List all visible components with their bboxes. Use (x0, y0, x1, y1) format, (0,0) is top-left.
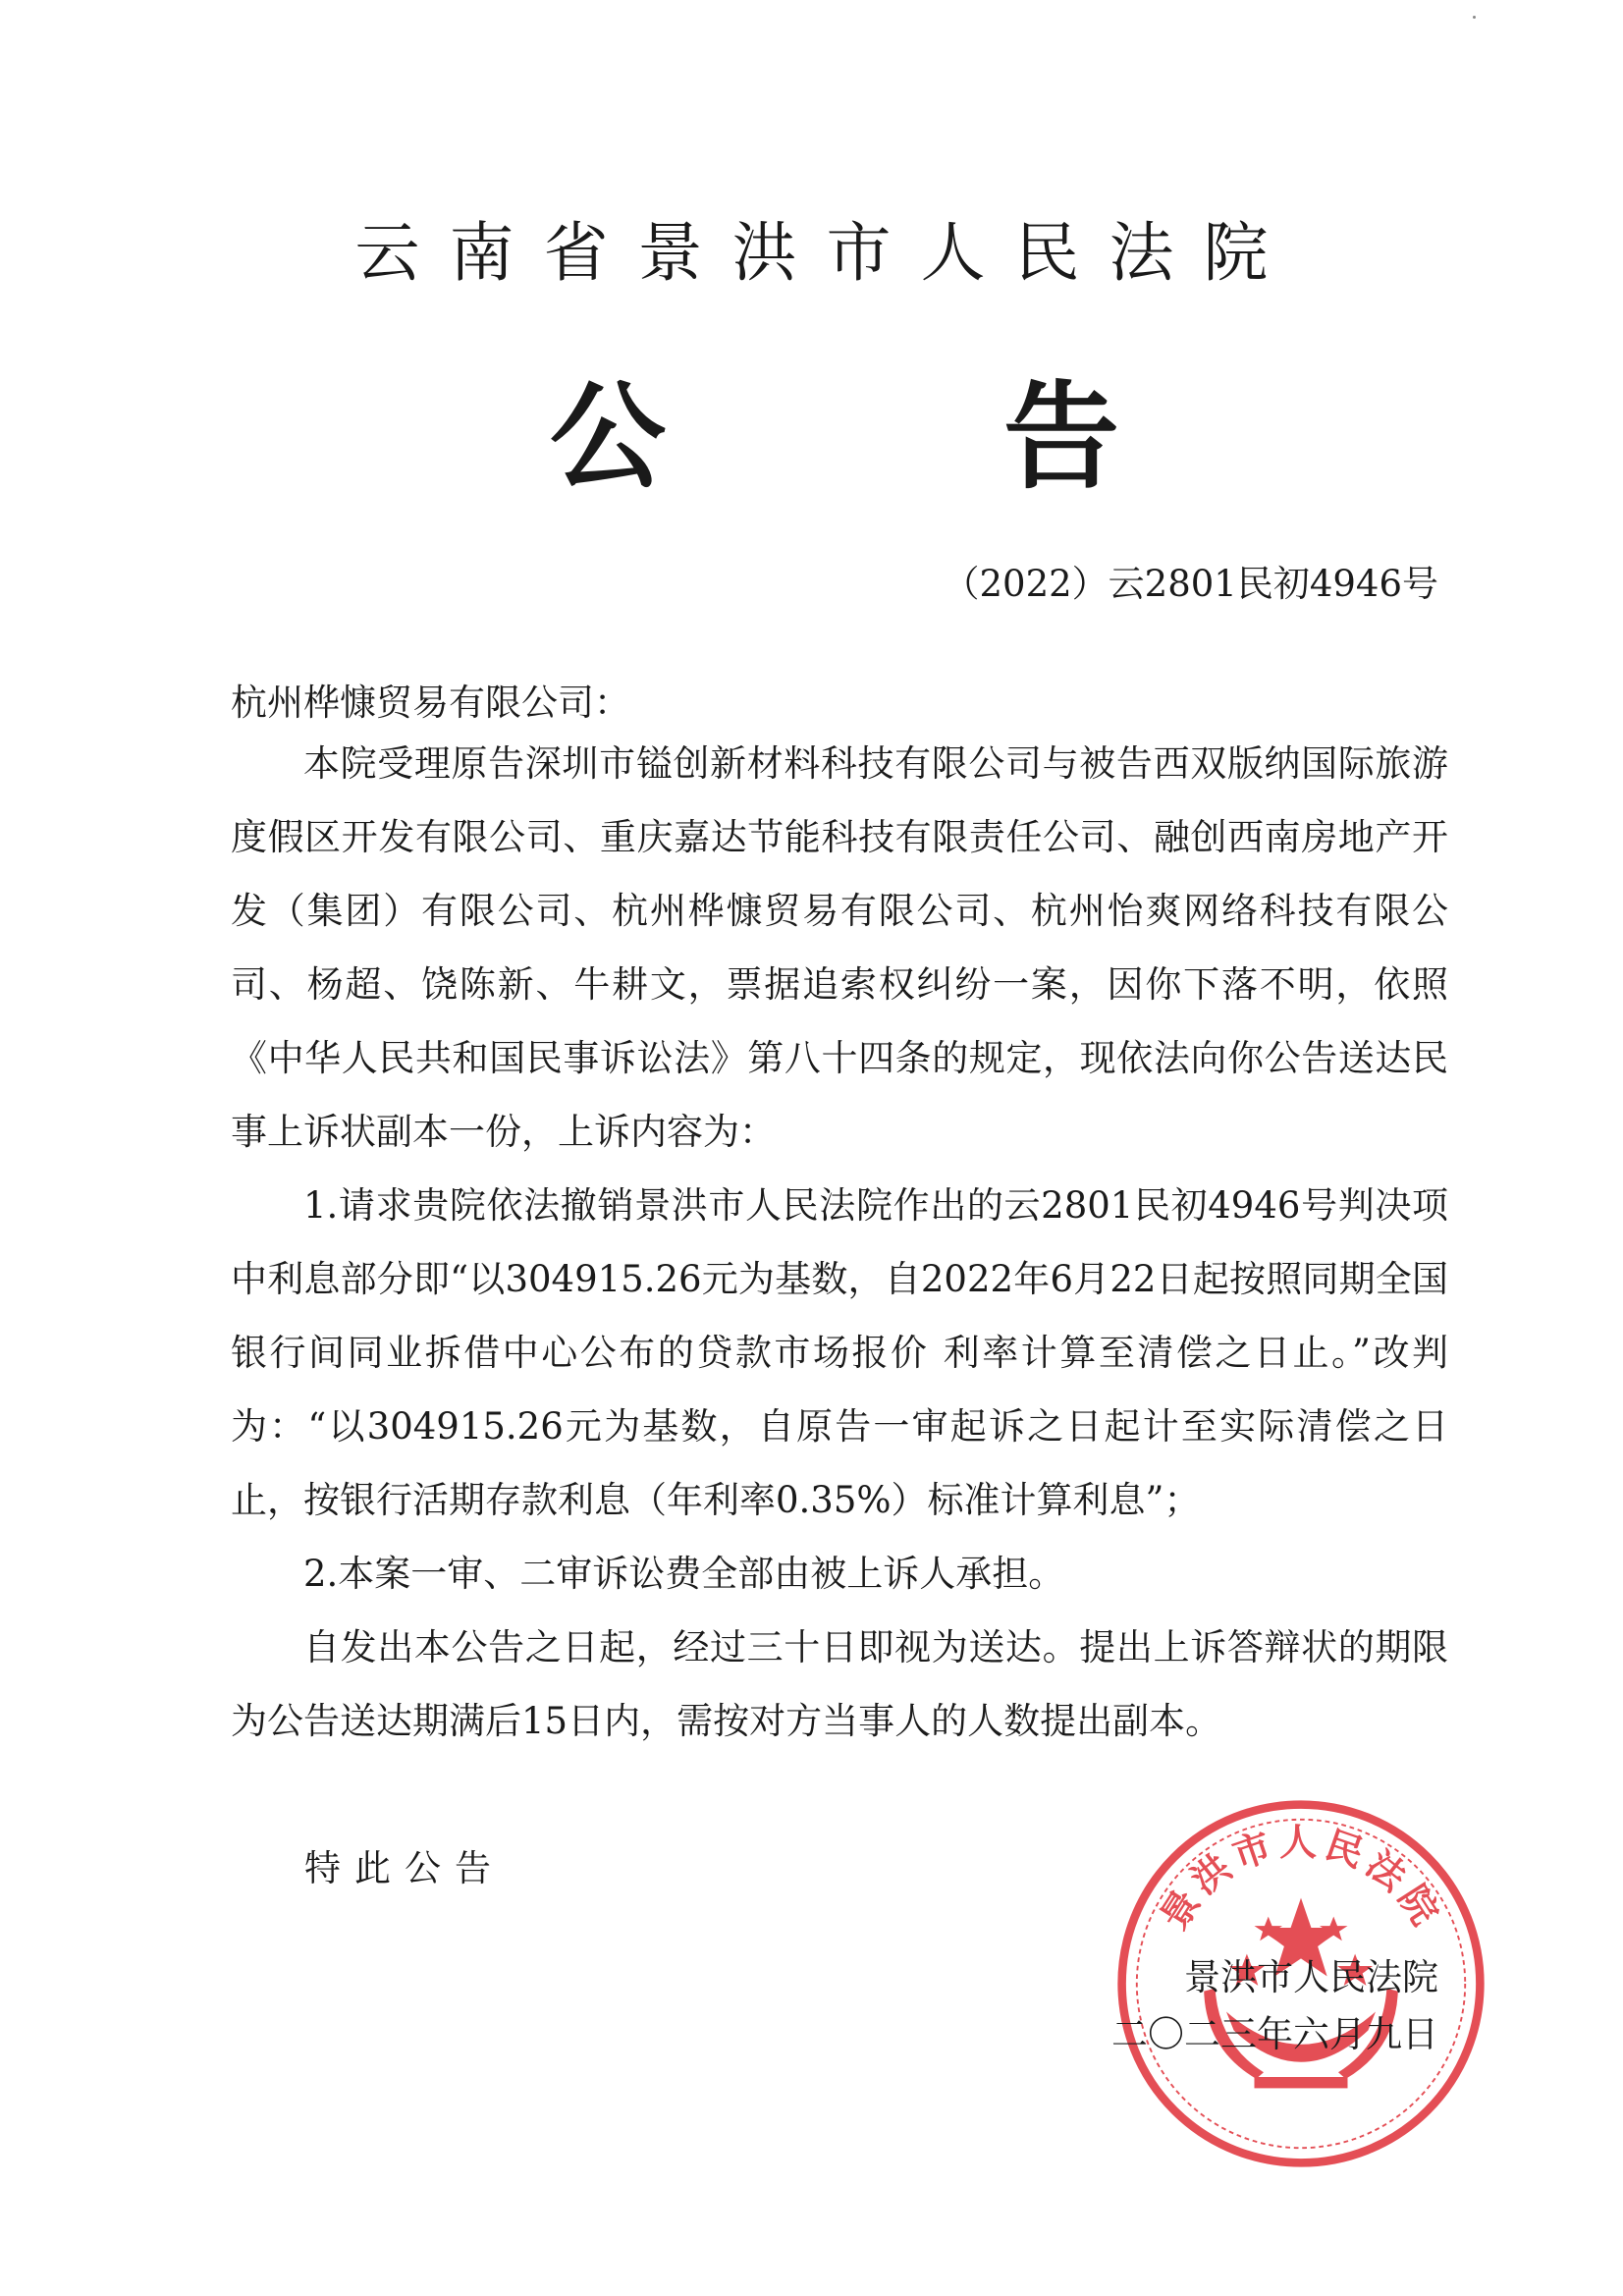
scan-speck (1473, 16, 1476, 19)
paragraph-case-intro: 本院受理原告深圳市镒创新材料科技有限公司与被告西双版纳国际旅游度假区开发有限公司、重庆嘉达节能科技有限责任公司、融创西南房地产开发（集团）有限公司、杭州桦慷贸易有限公司、杭州怡爽网络科技有限公司、杨超、饶陈新、牛耕文，票据追索权纠纷一案，因你下落不明，依照《中华人民共和国民事诉讼法》第八十四条的规定，现依法向你公告送达民事上诉状副本一份，上诉内容为： (231, 742, 1448, 1153)
notice-body (231, 727, 1448, 1758)
addressee: 杭州桦慷贸易有限公司： (231, 682, 630, 724)
closing-phrase: 特此公告 (304, 1847, 505, 1889)
court-name-heading: 云南省景洪市人民法院 (354, 215, 1298, 291)
notice-title-char-1: 公 (550, 369, 667, 505)
seal-arc-text: 景洪市人民法院 (1151, 1819, 1451, 1938)
paragraph-service-terms: 自发出本公告之日起，经过三十日即视为送达。提出上诉答辩状的期限为公告送达期满后15日内，需按对方当事人的人数提出副本。 (231, 1626, 1448, 1742)
notice-title-char-2: 告 (1002, 369, 1119, 505)
paragraph-appeal-item-1: 1.请求贵院依法撤销景洪市人民法院作出的云2801民初4946号判决项中利息部分即“以304915.26元为基数，自2022年6月22日起按照同期全国银行间同业拆借中心公布的贷款市场报价 利率计算至清偿之日止。”改判为：“以304915.26元为基数，自原告一审起诉之日起计至实际清偿之日止，按银行活期存款利息（年利率0.35%）标准计算利息”； (231, 1184, 1448, 1521)
signing-date: 二〇二三年六月九日 (1111, 2013, 1438, 2055)
signature-block (1111, 1949, 1438, 2063)
signing-court: 景洪市人民法院 (1184, 1956, 1438, 1998)
case-number: （2022）云2801民初4946号 (943, 563, 1438, 605)
notice-title (550, 369, 1119, 505)
paragraph-appeal-item-2: 2.本案一审、二审诉讼费全部由被上诉人承担。 (303, 1553, 1065, 1595)
